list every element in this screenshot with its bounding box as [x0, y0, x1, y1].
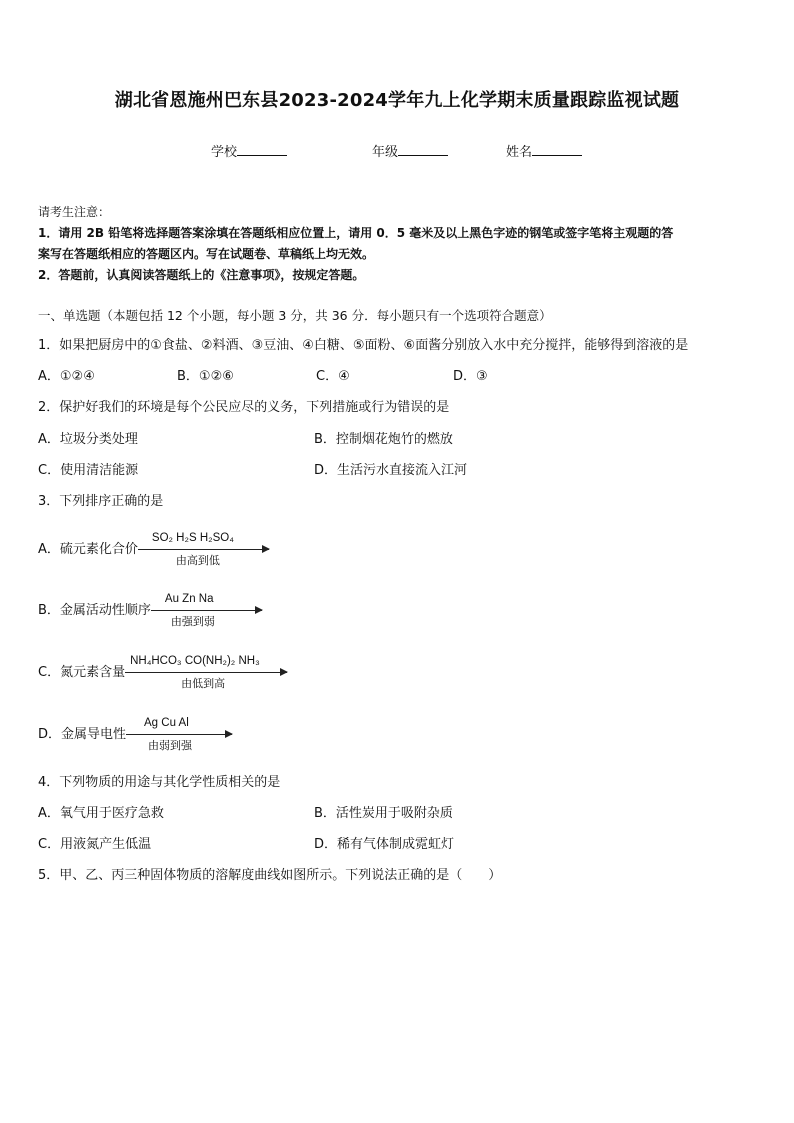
q1-option-a[interactable]: A．①②④ [38, 369, 95, 384]
notice-heading: 请考生注意： [38, 205, 111, 219]
arrow-icon [126, 734, 232, 735]
question-1-stem: 1．如果把厨房中的①食盐、②料酒、③豆油、④白糖、⑤面粉、⑥面酱分别放入水中充分搅拌，能够得到溶液的是 [38, 338, 689, 353]
school-blank[interactable] [237, 142, 287, 156]
q1-option-d[interactable]: D．③ [453, 369, 488, 384]
grade-label: 年级 [372, 145, 399, 160]
q4-option-b[interactable]: B．活性炭用于吸附杂质 [314, 806, 453, 821]
arrow-icon [151, 610, 262, 611]
grade-blank[interactable] [398, 142, 448, 156]
q4-option-d[interactable]: D．稀有气体制成霓虹灯 [314, 837, 455, 852]
q3-option-a-order: 由高到低 [175, 554, 220, 567]
question-4-stem: 4．下列物质的用途与其化学性质相关的是 [38, 775, 281, 790]
q4-option-c[interactable]: C．用液氮产生低温 [38, 837, 152, 852]
question-3-stem: 3．下列排序正确的是 [38, 494, 164, 509]
page-title: 湖北省恩施州巴东县2023-2024学年九上化学期末质量跟踪监视试题 [114, 90, 680, 111]
q3-option-c[interactable] [38, 655, 287, 690]
name-blank[interactable] [532, 142, 582, 156]
school-field [211, 141, 287, 160]
arrow-icon [138, 549, 269, 550]
arrow-icon [125, 672, 287, 673]
q2-option-d[interactable]: D．生活污水直接流入江河 [314, 463, 468, 478]
q3-option-d-arrow [126, 717, 232, 752]
q3-option-a-formulas: SO₂ H₂S H₂SO₄ [151, 532, 234, 544]
grade-field [372, 141, 448, 160]
q2-option-b[interactable]: B．控制烟花炮竹的燃放 [314, 432, 453, 447]
q1-option-c[interactable]: C．④ [316, 369, 350, 384]
q3-option-b-formulas: Au Zn Na [164, 593, 214, 605]
q2-option-c[interactable]: C．使用清洁能源 [38, 463, 139, 478]
q3-option-c-label: C．氮元素含量 [38, 665, 126, 680]
question-2-stem: 2．保护好我们的环境是每个公民应尽的义务，下列措施或行为错误的是 [38, 400, 450, 415]
q3-option-a-label: A．硫元素化合价 [38, 542, 138, 557]
q3-option-d[interactable] [38, 717, 232, 752]
q3-option-d-order: 由弱到强 [148, 739, 193, 752]
q4-option-a[interactable]: A．氧气用于医疗急救 [38, 806, 164, 821]
section-heading: 一、单选题（本题包括 12 个小题，每小题 3 分，共 36 分．每小题只有一个选项符合题意） [38, 308, 552, 323]
q3-option-a[interactable] [38, 532, 269, 567]
notice-item-2: 2．答题前，认真阅读答题纸上的《注意事项》，按规定答题。 [38, 268, 365, 282]
q3-option-b-arrow [151, 593, 262, 628]
school-label: 学校 [211, 145, 238, 160]
q3-option-c-order: 由低到高 [181, 677, 226, 690]
q1-option-b[interactable]: B．①②⑥ [177, 369, 234, 384]
q3-option-d-label: D．金属导电性 [38, 727, 127, 742]
q3-option-c-formulas: NH₄HCO₃ CO(NH₂)₂ NH₃ [130, 655, 260, 667]
notice-item-1-line-2: 案写在答题纸相应的答题区内。写在试题卷、草稿纸上均无效。 [38, 247, 375, 261]
name-field [506, 141, 582, 160]
q3-option-b-label: B．金属活动性顺序 [38, 603, 151, 618]
q3-option-a-arrow [138, 532, 269, 567]
q3-option-c-arrow [125, 655, 287, 690]
q3-option-b-order: 由强到弱 [170, 615, 215, 628]
q2-option-a[interactable]: A．垃圾分类处理 [38, 432, 138, 447]
q3-option-b[interactable] [38, 593, 262, 628]
q3-option-d-formulas: Ag Cu Al [144, 717, 189, 729]
notice-item-1-line-1: 1．请用 2B 铅笔将选择题答案涂填在答题纸相应位置上，请用 0．5 毫米及以上黑色字迹的钢笔或签字笔将主观题的答 [38, 226, 674, 240]
question-5-stem: 5．甲、乙、丙三种固体物质的溶解度曲线如图所示。下列说法正确的是（ ） [38, 868, 502, 883]
name-label: 姓名 [506, 145, 533, 160]
